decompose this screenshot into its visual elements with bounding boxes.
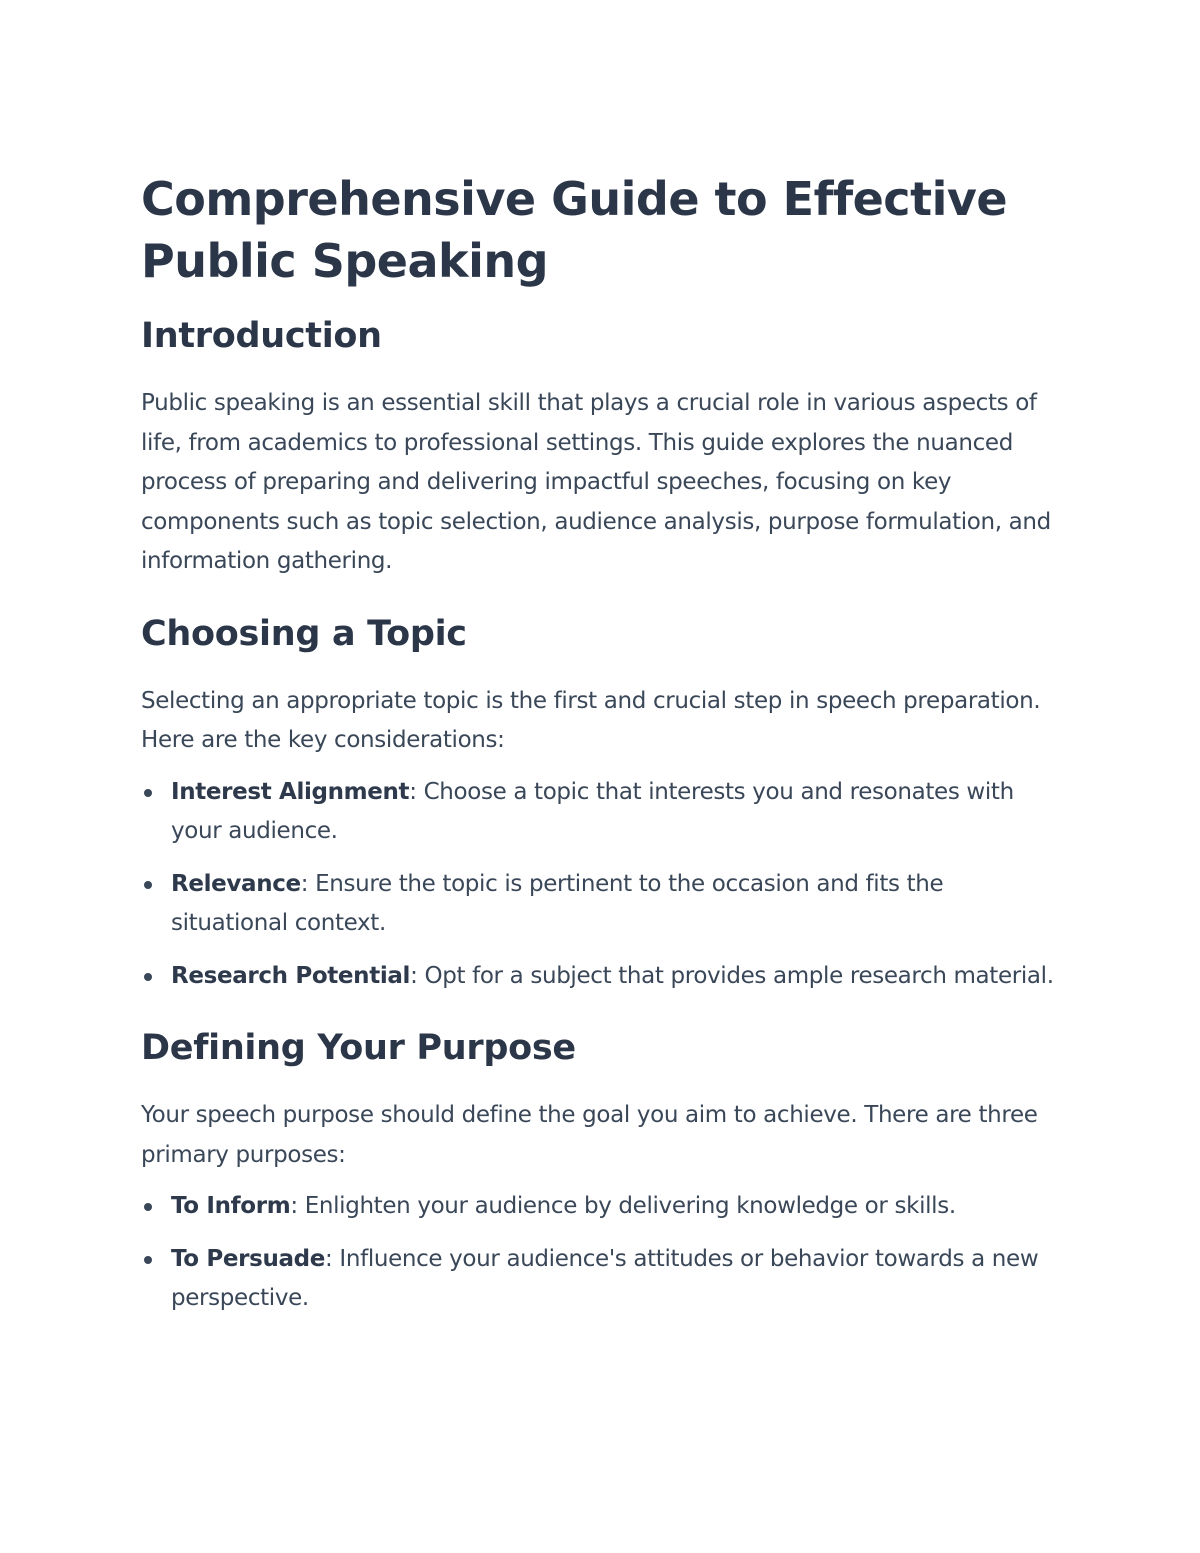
bullet-icon (144, 1256, 152, 1264)
list-item-text: : Ensure the topic is pertinent to the occasion and fits the situational context. (171, 870, 944, 936)
list-item-term: Interest Alignment (171, 778, 410, 805)
document-page (141, 168, 1061, 1319)
list-item-term: To Inform (171, 1193, 291, 1219)
choosing-topic-paragraph: Selecting an appropriate topic is the first and crucial step in speech preparation. Here are the key considerations: (141, 687, 1041, 753)
list-item-text: : Choose a topic that interests you and resonates with your audience. (171, 778, 1014, 844)
bullet-icon (144, 1203, 152, 1211)
list-item (141, 957, 1061, 997)
section-defining-purpose (141, 1026, 1061, 1319)
list-item (141, 1187, 1061, 1227)
defining-purpose-list (141, 1187, 1061, 1319)
list-item-text: : Opt for a subject that provides ample research material. (410, 962, 1054, 989)
list-item (141, 773, 1061, 852)
list-item-term: Research Potential (171, 962, 411, 989)
defining-purpose-paragraph: Your speech purpose should define the goal you aim to achieve. There are three primary purposes: (141, 1102, 1038, 1168)
section-choosing-topic (141, 612, 1061, 997)
list-item-term: Relevance (171, 870, 301, 897)
section-introduction (141, 314, 1061, 582)
section-heading-introduction: Introduction (141, 316, 382, 356)
list-item-term: To Persuade (171, 1245, 326, 1272)
list-item-text: : Influence your audience's attitudes or behavior towards a new perspective. (171, 1245, 1039, 1311)
list-item (141, 1240, 1061, 1319)
list-item (141, 865, 1061, 944)
bullet-icon (144, 789, 152, 797)
bullet-icon (144, 973, 152, 981)
list-item-text: : Enlighten your audience by delivering knowledge or skills. (290, 1193, 956, 1219)
document-title: Comprehensive Guide to Effective Public Speaking (141, 172, 1008, 288)
choosing-topic-list (141, 773, 1061, 997)
bullet-icon (144, 881, 152, 889)
section-heading-defining-purpose: Defining Your Purpose (141, 1028, 576, 1068)
section-heading-choosing-topic: Choosing a Topic (141, 613, 467, 654)
introduction-paragraph: Public speaking is an essential skill that plays a crucial role in various aspects of life, from academics to professional settings. This guide explores the nuanced process of preparing and delivering impactful speeches, focusing on key components such as topic selection, audience analysis, purpose formulation, and information gathering. (141, 390, 1051, 574)
